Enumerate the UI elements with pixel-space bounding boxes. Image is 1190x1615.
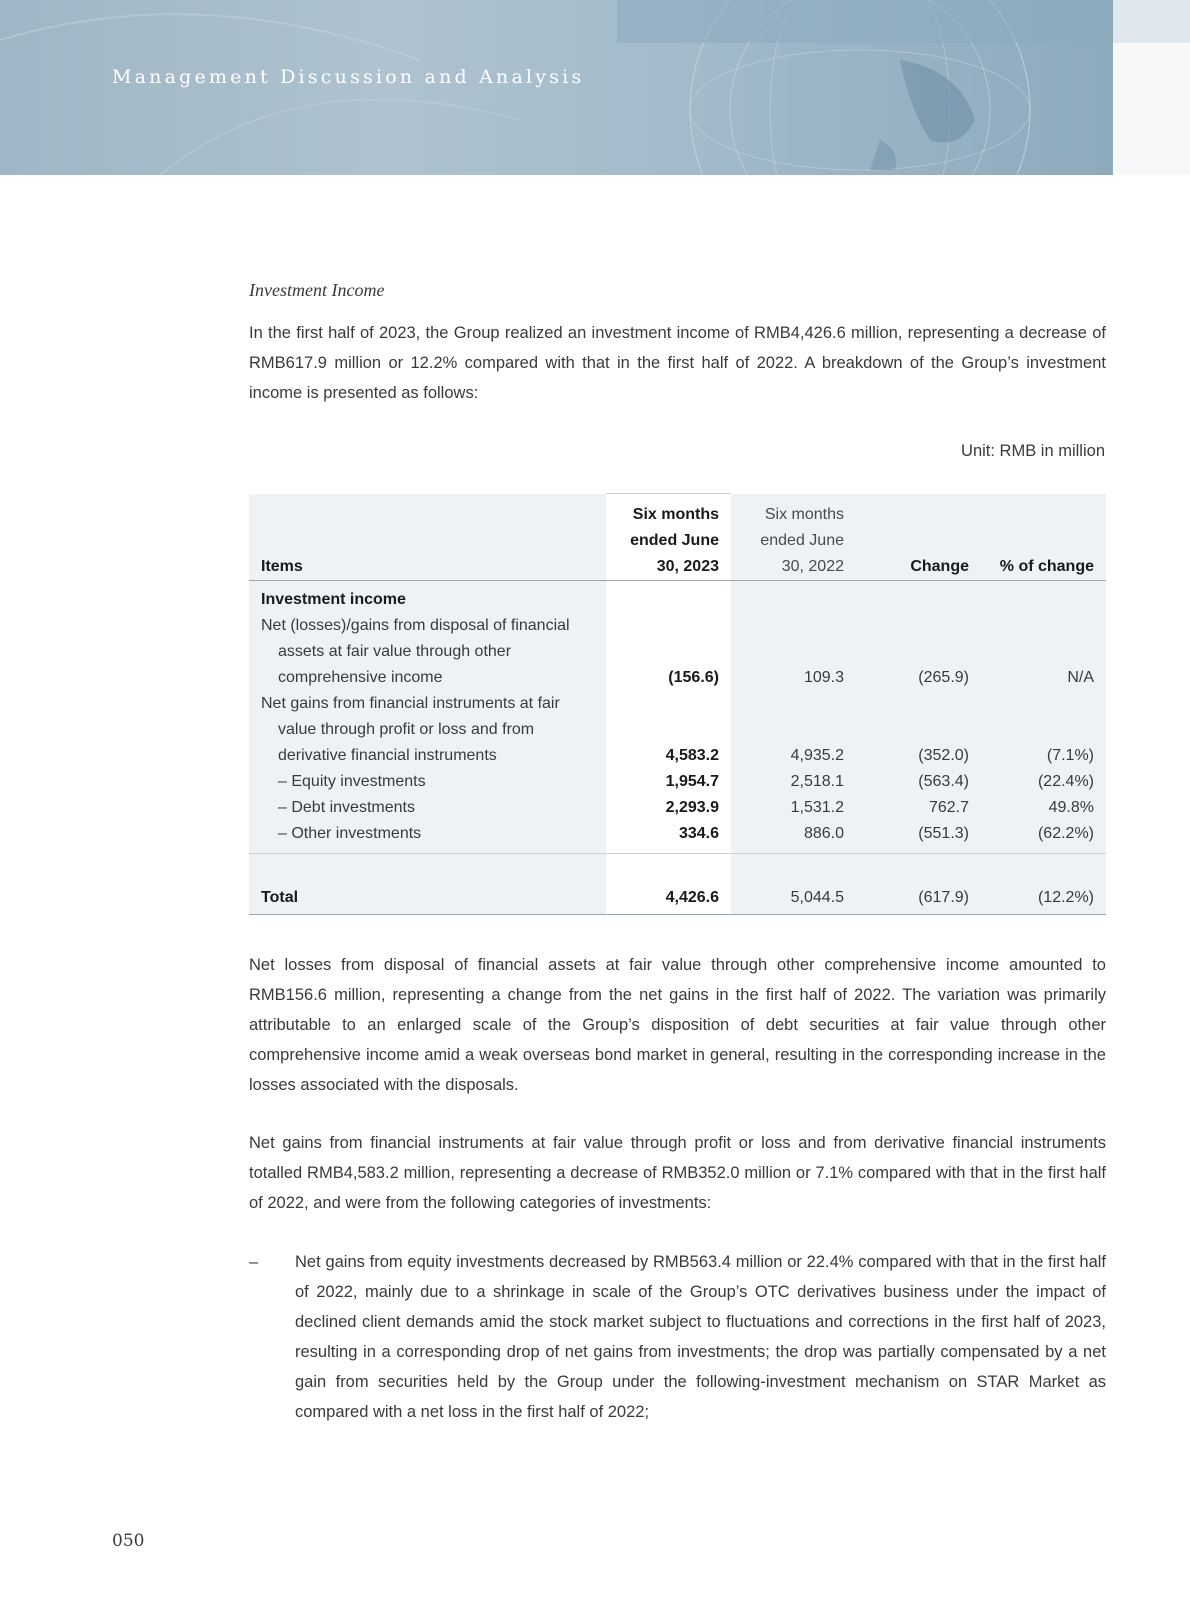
unit-label: Unit: RMB in million (961, 442, 1105, 460)
cell-current: 1,954.7 (606, 769, 731, 795)
header-previous (731, 494, 856, 581)
row-label (249, 821, 606, 854)
cell-current: 2,293.9 (606, 795, 731, 821)
header-previous-line: 30, 2022 (781, 558, 844, 575)
bullet-text: Net gains from equity investments decreased by RMB563.4 million or 22.4% compared with that in the first half of 2022, mainly due to a shrinkage in scale of the Group’s OTC derivatives business under the impact of declined client demands amid the stock market subject to fluctuations and corrections in the first half of 2023, resulting in a corresponding drop of net gains from investments; the drop was partially compensated by a net gain from securities held by the Group under the following-investment mechanism on STAR Market as compared with a net loss in the first half of 2022; (295, 1253, 1106, 1421)
cell-current: 4,583.2 (606, 691, 731, 769)
subheading-investment-income: Investment income (249, 581, 606, 614)
row-label-line: – Equity investments (278, 773, 426, 790)
cell-pct: (7.1%) (981, 691, 1106, 769)
header-change: Change (856, 494, 981, 581)
total-label: Total (249, 882, 606, 915)
cell-previous: 109.3 (731, 613, 856, 691)
row-label-line: – Other investments (278, 825, 422, 842)
body-paragraph: Net gains from financial instruments at fair value through profit or loss and from derivative financial instruments totalled RMB4,583.2 million, representing a decrease of RMB352.0 million or 7.1% compared with that in the first half of 2022, and were from the following categories of investments: (249, 1134, 1106, 1212)
cell-previous: 1,531.2 (731, 795, 856, 821)
cell-change: (265.9) (856, 613, 981, 691)
header-previous-line: ended June (760, 532, 844, 549)
total-change: (617.9) (856, 882, 981, 915)
cell-current: 334.6 (606, 821, 731, 854)
cell-change: (551.3) (856, 821, 981, 854)
cell-pct: N/A (981, 613, 1106, 691)
header-items: Items (249, 494, 606, 581)
row-label-line: comprehensive income (278, 669, 443, 686)
bullet-marker: – (249, 1253, 259, 1271)
table-spacer (249, 854, 1106, 883)
section-title: Investment Income (249, 280, 385, 300)
table-total-row (249, 882, 1106, 915)
row-label (249, 769, 606, 795)
cell-previous: 4,935.2 (731, 691, 856, 769)
cell-pct: (62.2%) (981, 821, 1106, 854)
row-label-line: value through profit or loss and from (278, 721, 535, 738)
table-row (249, 613, 1106, 691)
banner-strip-right (1113, 0, 1190, 43)
header-current-line: Six months (632, 506, 719, 523)
total-pct: (12.2%) (981, 882, 1106, 915)
cell-previous: 2,518.1 (731, 769, 856, 795)
cell-change: 762.7 (856, 795, 981, 821)
row-label (249, 795, 606, 821)
row-label-line: assets at fair value through other (278, 643, 512, 660)
cell-current: (156.6) (606, 613, 731, 691)
row-label-line: derivative financial instruments (278, 747, 497, 764)
row-label (249, 691, 606, 769)
total-previous: 5,044.5 (731, 882, 856, 915)
row-label-line: Net gains from financial instruments at fair (261, 695, 560, 712)
table-row (249, 769, 1106, 795)
cell-pct: 49.8% (981, 795, 1106, 821)
total-current: 4,426.6 (606, 882, 731, 915)
row-label (249, 613, 606, 691)
table-row (249, 691, 1106, 769)
header-current-line: 30, 2023 (656, 558, 719, 575)
table-row (249, 581, 1106, 614)
table-row (249, 821, 1106, 854)
header-previous-line: Six months (764, 506, 844, 523)
investment-income-table (249, 493, 1106, 915)
header-current-line: ended June (630, 532, 719, 549)
header-pct-change: % of change (981, 494, 1106, 581)
header-current (606, 494, 731, 581)
table-row (249, 795, 1106, 821)
cell-change: (352.0) (856, 691, 981, 769)
intro-paragraph: In the first half of 2023, the Group realized an investment income of RMB4,426.6 million, representing a decrease of RMB617.9 million or 12.2% compared with that in the first half of 2022. A breakdown of the Group’s investment income is presented as follows: (249, 324, 1106, 402)
cell-change: (563.4) (856, 769, 981, 795)
row-label-line: – Debt investments (278, 799, 415, 816)
cell-previous: 886.0 (731, 821, 856, 854)
banner-fade (1113, 43, 1190, 175)
table-header-row (249, 494, 1106, 581)
banner-strip (617, 0, 1113, 43)
body-paragraph: Net losses from disposal of financial assets at fair value through other comprehensive income amounted to RMB156.6 million, representing a change from the net gains in the first half of 2022. The variation was primarily attributable to an enlarged scale of the Group’s disposition of debt securities at fair value through other comprehensive income amid a weak overseas bond market in general, resulting in the corresponding increase in the losses associated with the disposals. (249, 956, 1106, 1094)
page-number: 050 (112, 1531, 145, 1551)
cell-pct: (22.4%) (981, 769, 1106, 795)
header-title: Management Discussion and Analysis (112, 66, 585, 88)
row-label-line: Net (losses)/gains from disposal of financial (261, 617, 570, 634)
